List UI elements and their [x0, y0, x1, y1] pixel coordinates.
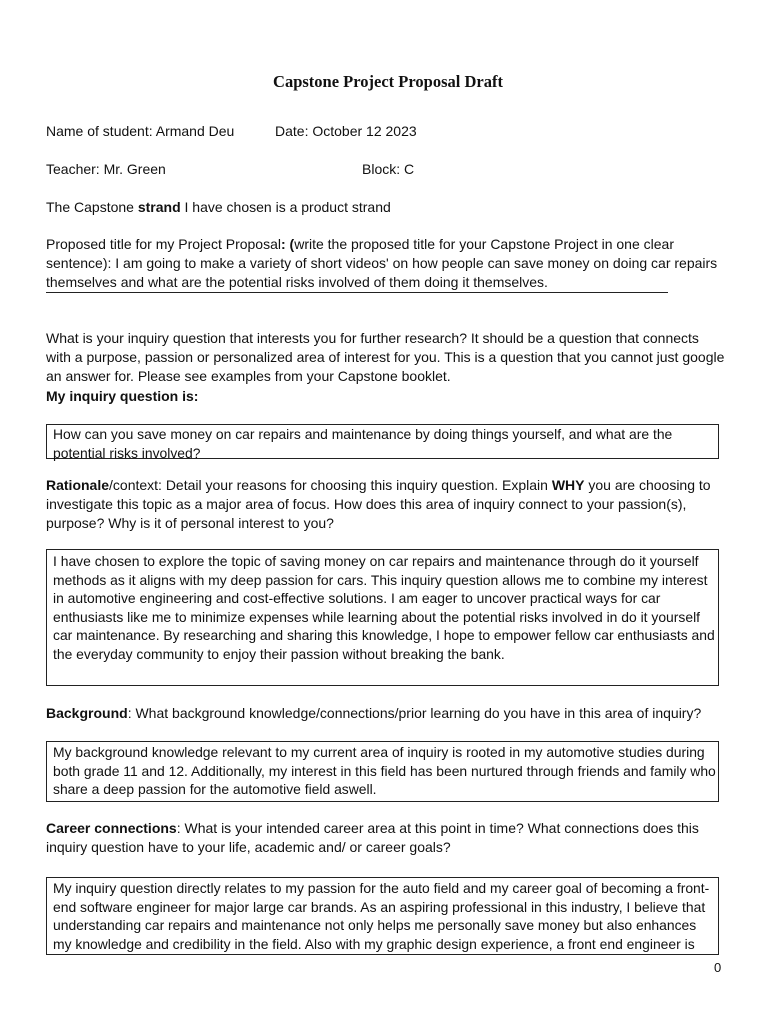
proposed-title-section: [46, 235, 726, 292]
background-label: Background: [46, 705, 128, 721]
strand-post: I have chosen is a product strand: [180, 199, 391, 215]
page-number: 0: [714, 960, 722, 975]
inquiry-prompt: What is your inquiry question that interests you for further research? It should be a question that connects with a purpose, passion or personalized area of interest for you. This is a question that you cannot just google an answer for. Please see examples from your Capstone booklet.: [46, 330, 725, 384]
career-answer-box: My inquiry question directly relates to my passion for the auto field and my career goal of becoming a front-end software engineer for major large car brands. As an aspiring professional in this industry, I believe that understanding car repairs and maintenance not only helps me personally save money but also enhances my knowledge and credibility in the field. Also with my graphic design experience, a front end engineer is: [46, 877, 719, 955]
career-section: [46, 819, 726, 857]
rationale-prompt-post: you are choosing to investigate this topic as a major area of focus. How does this area of inquiry connect to your passion(s), purpose? Why is it of personal interest to you?: [46, 477, 711, 531]
strand-statement: [46, 198, 391, 217]
background-prompt: : What background knowledge/connections/prior learning do you have in this area of inquiry?: [127, 705, 702, 721]
rationale-label: Rationale: [46, 477, 110, 493]
block: Block: C: [362, 161, 415, 177]
inquiry-label: My inquiry question is:: [46, 388, 199, 404]
strand-pre: The Capstone: [46, 199, 138, 215]
proposed-title-text: write the proposed title for your Capstone Project in one clear sentence): I am going to make a variety of short videos' on how people can save money on doing car repairs themselves and what are the potential risks involved of them doing it themselves.: [46, 236, 718, 290]
rationale-label-context: /context: [109, 477, 159, 493]
background-answer-box: My background knowledge relevant to my current area of inquiry is rooted in my automotive studies during both grade 11 and 12. Additionally, my interest in this field has been nurtured through friends and family who share a deep passion for the automotive field aswell.: [46, 741, 719, 802]
strand-bold: strand: [137, 199, 181, 215]
rationale-why: WHY: [551, 477, 585, 493]
teacher: Teacher: Mr. Green: [46, 161, 166, 177]
rationale-answer-box: I have chosen to explore the topic of saving money on car repairs and maintenance through do it yourself methods as it aligns with my deep passion for cars. This inquiry question allows me to combine my interest in automotive engineering and cost-effective solutions. I am eager to uncover practical ways for car enthusiasts like me to minimize expenses while learning about the potential risks involved in do it yourself car maintenance. By researching and sharing this knowledge, I hope to empower fellow car enthusiasts and the everyday community to enjoy their passion without breaking the bank.: [46, 549, 719, 686]
career-prompt: : What is your intended career area at this point in time? What connections does this inquiry question have to your life, academic and/ or career goals?: [46, 820, 699, 855]
rationale-prompt-pre: : Detail your reasons for choosing this inquiry question. Explain: [158, 477, 552, 493]
date: Date: October 12 2023: [275, 123, 417, 139]
title-underline: [46, 292, 668, 293]
background-section: [46, 704, 701, 723]
rationale-section: [46, 476, 726, 533]
inquiry-answer-box: How can you save money on car repairs and maintenance by doing things yourself, and what are the potential risks involved?: [46, 424, 719, 459]
page-title: Capstone Project Proposal Draft: [273, 72, 503, 91]
career-label: Career connections: [46, 820, 177, 836]
student-name: Name of student: Armand Deu: [46, 123, 235, 139]
proposed-title-label: Proposed title for my Project Proposal: [46, 236, 281, 252]
proposed-title-colon: : (: [281, 236, 295, 252]
